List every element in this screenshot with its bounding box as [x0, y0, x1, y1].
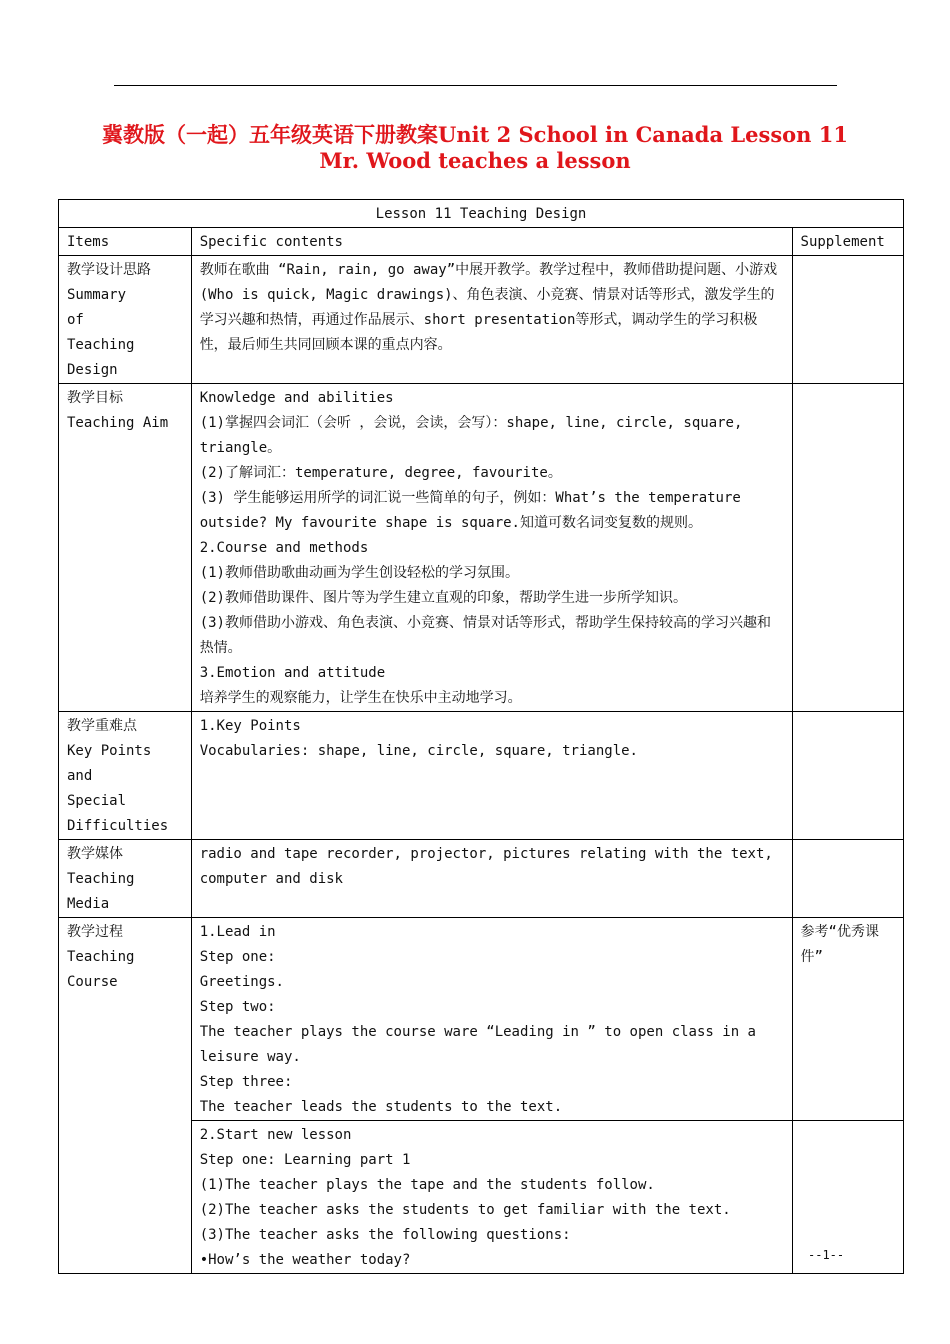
row-item-cell: 教学过程 Teaching Course: [59, 918, 192, 1274]
table-row: [59, 918, 904, 1121]
row-item-cell: 教学目标 Teaching Aim: [59, 384, 192, 712]
row-item-cell: 教学重难点 Key Points and Special Difficulties: [59, 712, 192, 840]
row-supplement-cell: [792, 712, 903, 840]
row-content-cell: 1.Lead in Step one: Greetings. Step two: The teacher plays the course ware “Leading in ” to open class in a leisure way. Step three: The teacher leads the students to the text.: [191, 918, 792, 1121]
header-rule: [114, 85, 837, 86]
row-content-cell: Knowledge and abilities (1)掌握四会词汇（会听 ，会说，会读，会写）：shape, line, circle, square, triangle。 (2)了解词汇：temperature, degree, favourite。 (3) 学生能够运用所学的词汇说一些简单的句子，例如：What’s the temperature outside? My favourite shape is square.知道可数名词变复数的规则。 2.Course and methods (1)教师借助歌曲动画为学生创设轻松的学习氛围。 (2)教师借助课件、图片等为学生建立直观的印象，帮助学生进一步所学知识。 (3)教师借助小游戏、角色表演、小竞赛、情景对话等形式，帮助学生保持较高的学习兴趣和热情。 3.Emotion and attitude 培养学生的观察能力，让学生在快乐中主动地学习。: [191, 384, 792, 712]
title-line-2: Mr. Wood teaches a lesson: [319, 148, 631, 173]
row-supplement-cell: [792, 840, 903, 918]
table-caption-row: [59, 200, 904, 228]
table-caption: Lesson 11 Teaching Design: [59, 200, 904, 228]
document-title: [60, 122, 890, 174]
row-content-cell: 1.Key Points Vocabularies: shape, line, circle, square, triangle.: [191, 712, 792, 840]
title-line-1: 冀教版（一起）五年级英语下册教案Unit 2 School in Canada Lesson 11: [102, 122, 848, 147]
row-item-cell: 教学设计思路 Summary of Teaching Design: [59, 256, 192, 384]
row-supplement-cell: 参考“优秀课件”: [792, 918, 903, 1121]
row-content-cell: 2.Start new lesson Step one: Learning part 1 (1)The teacher plays the tape and the students follow. (2)The teacher asks the students to get familiar with the text. (3)The teacher asks the following questions: •How’s the weather today?: [191, 1121, 792, 1274]
header-items: Items: [59, 228, 192, 256]
row-supplement-cell: [792, 384, 903, 712]
header-supplement: Supplement: [792, 228, 903, 256]
teaching-design-table: [58, 199, 904, 1274]
row-item-cell: 教学媒体 Teaching Media: [59, 840, 192, 918]
header-specific-contents: Specific contents: [191, 228, 792, 256]
row-content-cell: radio and tape recorder, projector, pictures relating with the text, computer and disk: [191, 840, 792, 918]
table-header-row: [59, 228, 904, 256]
row-supplement-cell: [792, 256, 903, 384]
table-row: [59, 256, 904, 384]
row-content-cell: 教师在歌曲 “Rain, rain, go away”中展开教学。教学过程中，教师借助提问题、小游戏(Who is quick, Magic drawings)、角色表演、小竞赛、情景对话等形式，激发学生的学习兴趣和热情，再通过作品展示、short presentation等形式，调动学生的学习积极性，最后师生共同回顾本课的重点内容。: [191, 256, 792, 384]
table-row: [59, 840, 904, 918]
table-row: [59, 712, 904, 840]
page-number: --1--: [808, 1248, 845, 1262]
table-row: [59, 384, 904, 712]
